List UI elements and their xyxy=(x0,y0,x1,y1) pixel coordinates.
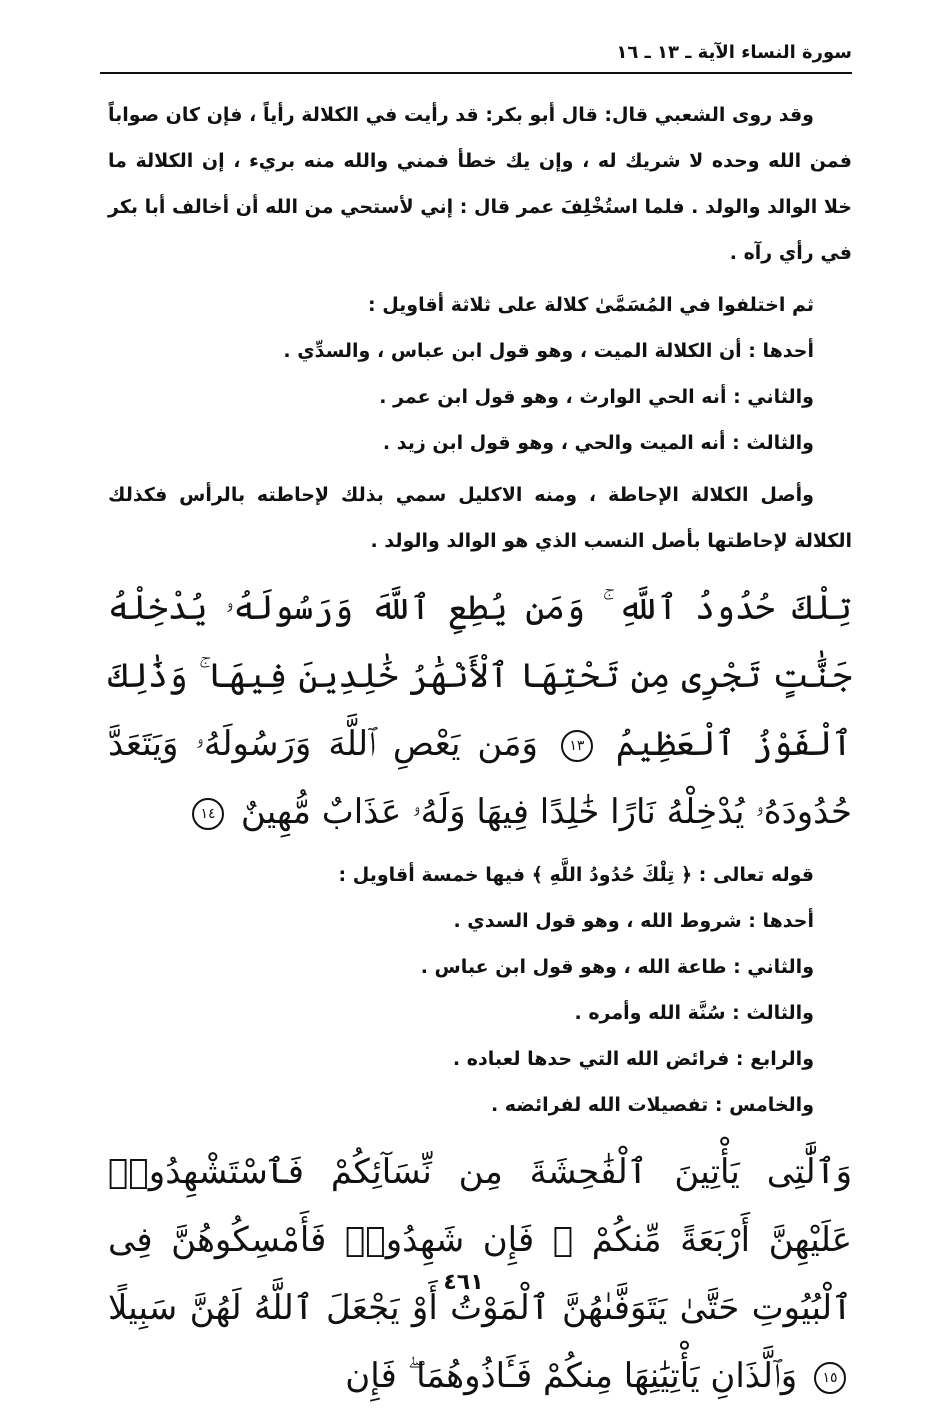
opinion-item: والخامس : تفصيلات الله لفرائضه . xyxy=(490,1094,814,1116)
ayah-number-marker: ١٤ xyxy=(192,798,224,830)
commentary-paragraph: وقد روى الشعبي قال: قال أبو بكر: قد رأيت في الكلالة رأياً ، فإن كان صواباً فمن الله وحده لا شريك له ، وإن يك خطأ فمني والله منه بريء ، إن الكلالة ما خلا الوالد والولد . فلما استُخْلِفَ عمر قال : إني لأستحي من الله أن أخالف أبا بكر في رأي رآه . xyxy=(108,104,852,264)
page-header xyxy=(100,40,852,74)
commentary-paragraph: وأصل الكلالة الإحاطة ، ومنه الاكليل سمي بذلك لإحاطته بالرأس فكذلك الكلالة لإحاطتها بأصل النسب الذي هو الوالد والولد . xyxy=(108,484,852,552)
page-body xyxy=(108,92,852,1416)
opinion-item: والثالث : سُنَّة الله وأمره . xyxy=(574,1002,814,1024)
quran-verse-text: تِلْكَ حُدُودُ ٱللَّهِ ۚ وَمَن يُطِعِ ٱللَّهَ وَرَسُولَهُۥ يُدْخِلْهُ جَنَّٰتٍ تَجْرِى مِن تَحْتِهَا ٱلْأَنْهَٰرُ خَٰلِدِينَ فِيهَا ۚ وَذَٰلِكَ ٱلْفَوْزُ ٱلْعَظِيمُ xyxy=(108,588,853,764)
opinion-item: والرابع : فرائض الله التي حدها لعباده . xyxy=(452,1048,814,1070)
opinion-item: أحدها : أن الكلالة الميت ، وهو قول ابن عباس ، والسدِّي . xyxy=(283,340,814,362)
opinion-item: والثاني : طاعة الله ، وهو قول ابن عباس . xyxy=(420,956,814,978)
ayah-number-marker: ١٣ xyxy=(561,730,593,762)
ayah-number-marker: ١٥ xyxy=(814,1362,846,1394)
opinion-item: والثاني : أنه الحي الوارث ، وهو قول ابن عمر . xyxy=(379,386,814,408)
quran-verse-text: وَمَن يَعْصِ ٱللَّهَ وَرَسُولَهُۥ وَيَتَعَدَّ حُدُودَهُۥ يُدْخِلْهُ نَارًا خَٰلِدًا فِيهَا وَلَهُۥ عَذَابٌ مُّهِينٌ xyxy=(108,724,852,832)
opinion-item: والثالث : أنه الميت والحي ، وهو قول ابن زيد . xyxy=(382,432,814,454)
commentary-paragraph: قوله تعالى : ﴿ تِلْكَ حُدُودُ اللَّهِ ﴾ فيها خمسة أقاويل : xyxy=(338,864,814,886)
running-title: سورة النساء الآية ـ ١٣ ـ ١٦ xyxy=(616,42,852,63)
opinion-item: أحدها : شروط الله ، وهو قول السدي . xyxy=(453,910,814,932)
quran-verse-block xyxy=(108,574,852,846)
quran-verse-text: وَٱلَّٰتِى يَأْتِينَ ٱلْفَٰحِشَةَ مِن نِّسَآئِكُمْ فَٱسْتَشْهِدُوا۟ عَلَيْهِنَّ أَرْبَعَةً مِّنكُمْ ۖ فَإِن شَهِدُوا۟ فَأَمْسِكُوهُنَّ فِى ٱلْبُيُوتِ حَتَّىٰ يَتَوَفَّىٰهُنَّ ٱلْمَوْتُ أَوْ يَجْعَلَ ٱللَّهُ لَهُنَّ سَبِيلًا xyxy=(108,1152,852,1328)
header-rule xyxy=(100,72,852,74)
quran-verse-text: وَٱلَّذَانِ يَأْتِيَٰنِهَا مِنكُمْ فَـَٔاذُوهُمَا ۖ فَإِن xyxy=(345,1356,798,1396)
page-number: ٤٦١ xyxy=(443,1270,484,1295)
commentary-paragraph: ثم اختلفوا في المُسَمَّىٰ كلالة على ثلاثة أقاويل : xyxy=(367,294,814,316)
